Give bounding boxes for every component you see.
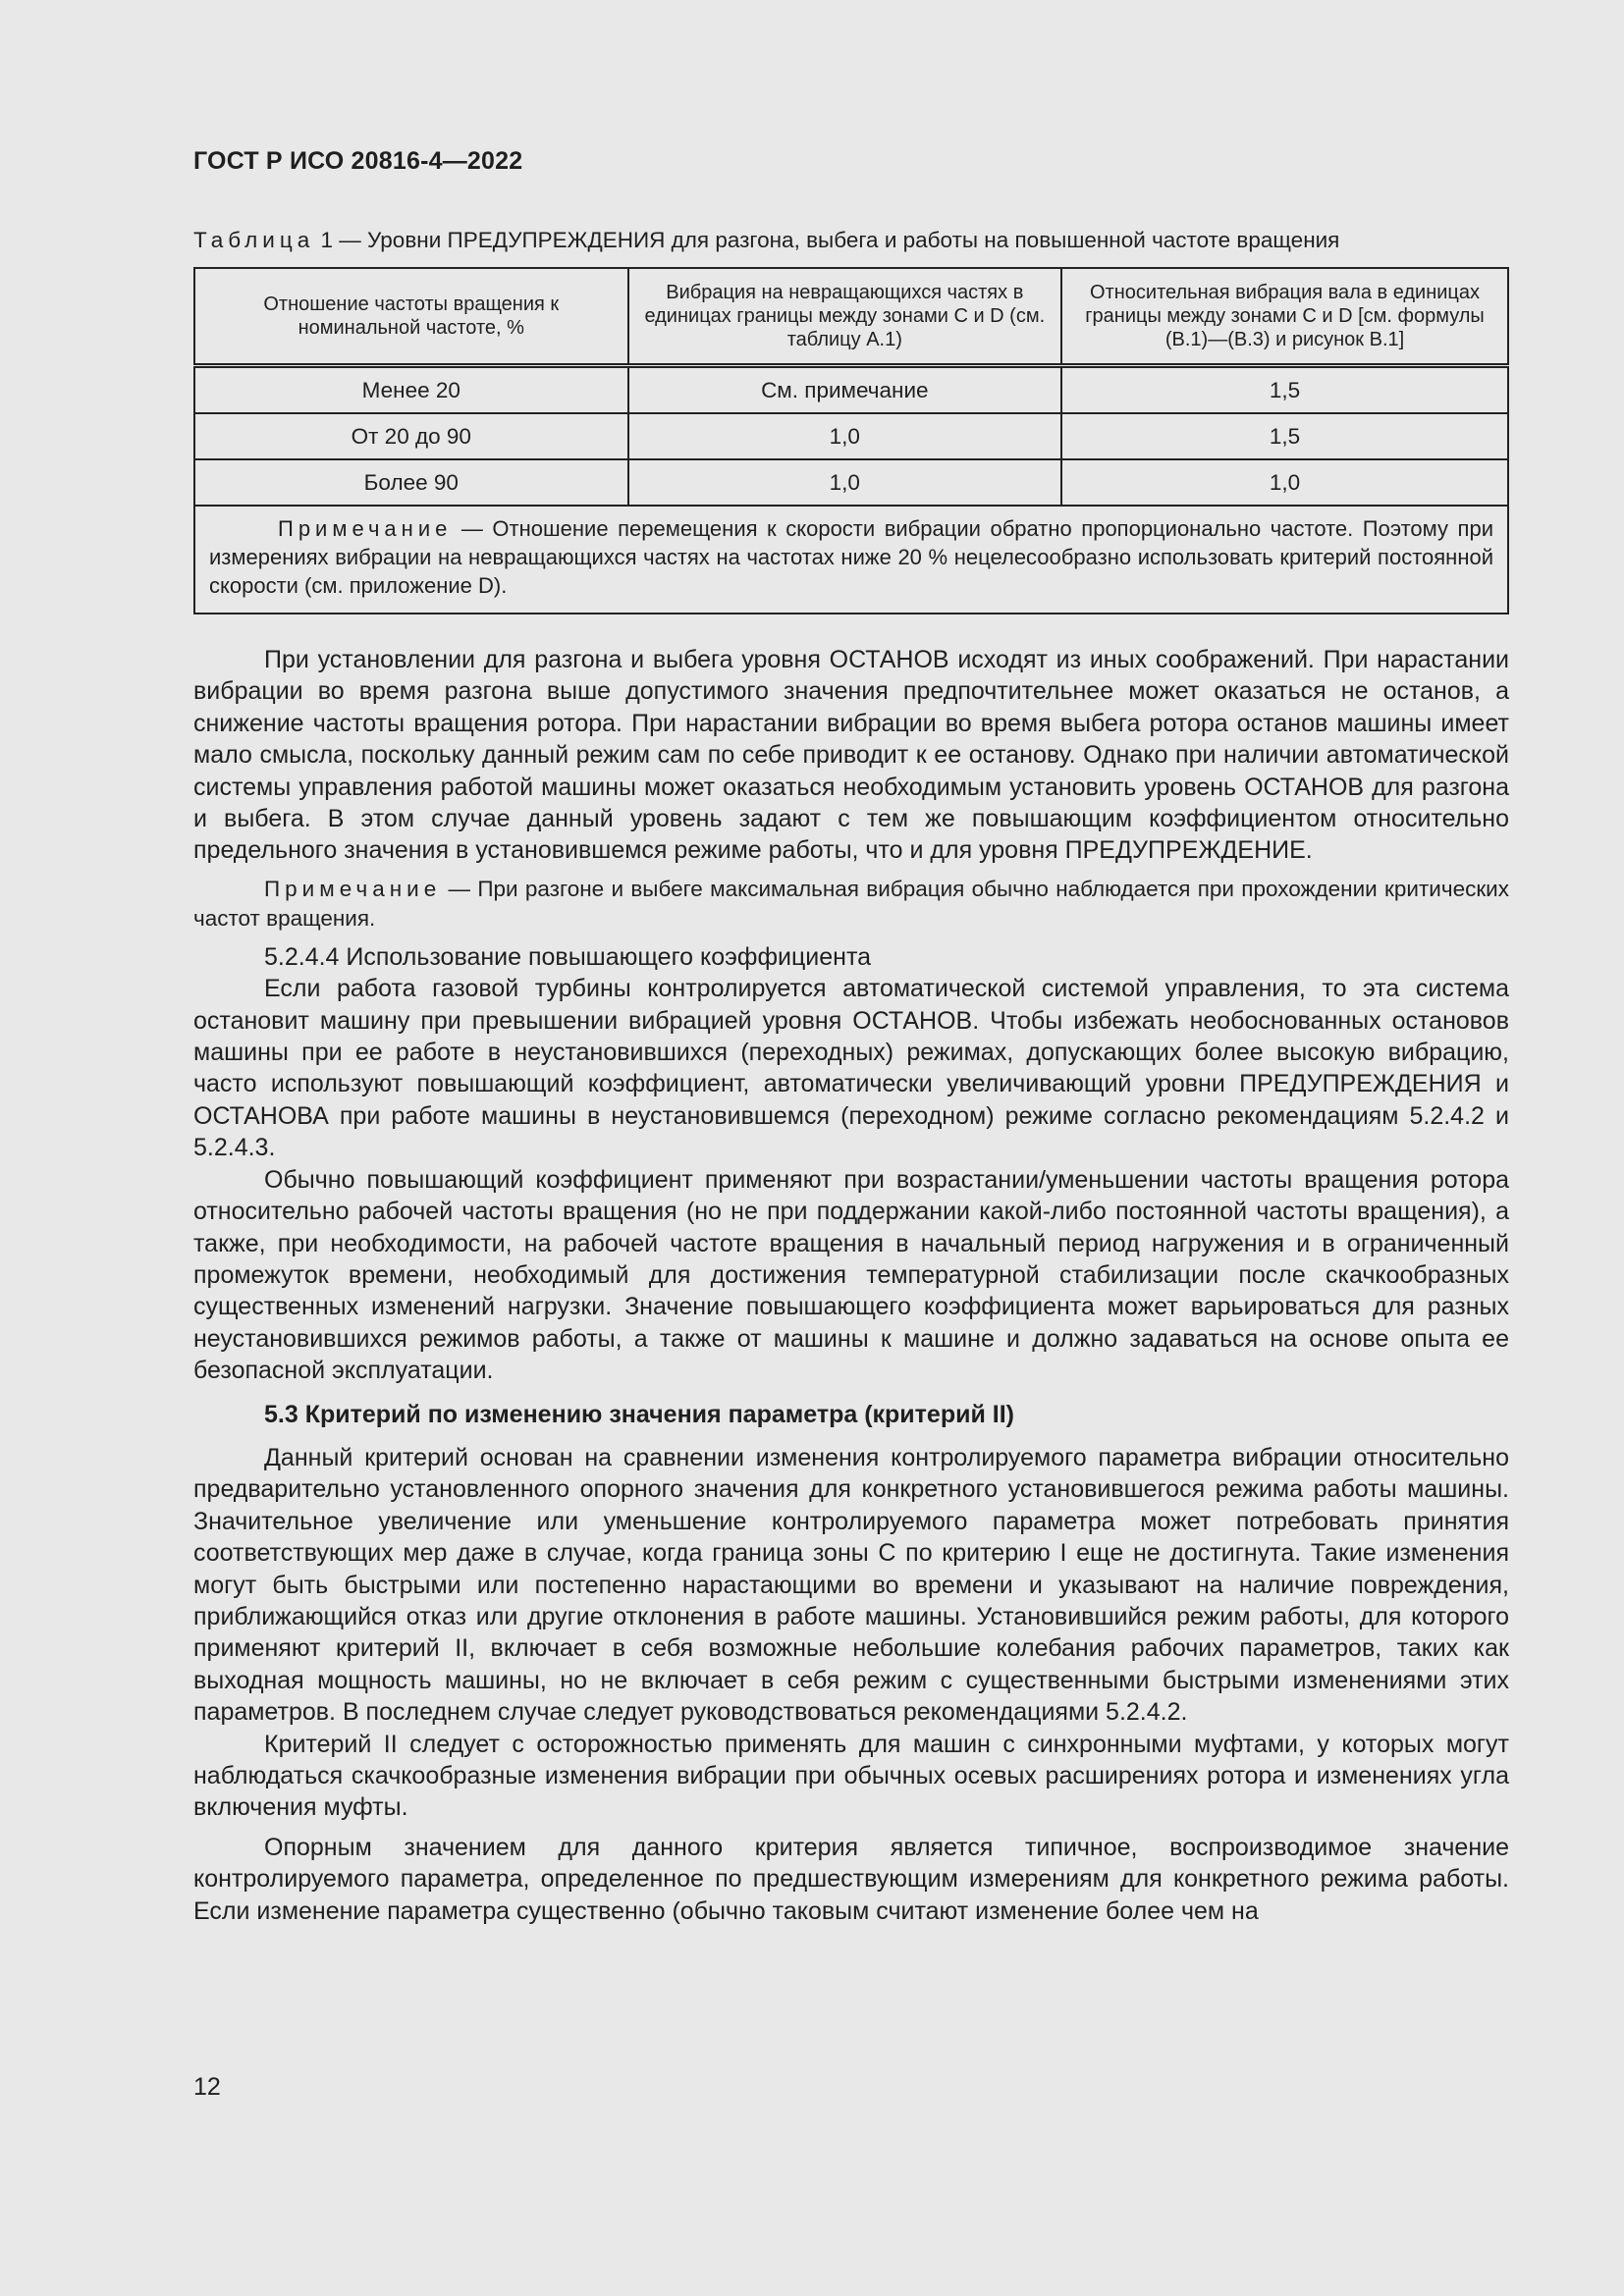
subsection-heading: 5.2.4.4 Использование повышающего коэффициента <box>264 942 872 971</box>
table-note <box>194 506 1508 614</box>
table-header-cell: Вибрация на невращающихся частях в единицах границы между зонами C и D (см. таблицу А.1) <box>628 268 1062 366</box>
paragraph: Опорным значением для данного критерия является типичное, воспроизводимое значение контролируемого параметра, определенное по предшествующим измерениям для конкретного режима работы. Если изменение параметра существенно (обычно таковым считают изменение более чем на <box>193 1833 1509 1925</box>
table-cell: 1,5 <box>1061 413 1508 459</box>
table-header-cell: Отношение частоты вращения к номинальной частоте, % <box>194 268 628 366</box>
table-cell: 1,0 <box>628 413 1062 459</box>
paragraph: Обычно повышающий коэффициент применяют при возрастании/уменьшении частоты вращения ротора относительно рабочей частоты вращения (но не при поддержании какой-либо постоянной частоты вращения), а также, при необходимости, на рабочей частоте вращения в начальный период нагружения и в ограниченный промежуток времени, необходимый для достижения температурной стабилизации после скачкообразных существенных изменений нагрузки. Значение повышающего коэффициента может варьироваться для разных неустановившихся режимов работы, а также от машины к машине и должно задаваться на основе опыта ее безопасной эксплуатации. <box>193 1165 1509 1385</box>
table-cell: 1,0 <box>1061 459 1508 506</box>
table-cell: Более 90 <box>194 459 628 506</box>
table-row <box>194 413 1508 459</box>
table-row <box>194 366 1508 414</box>
table-header-row <box>194 268 1508 366</box>
table-cell: От 20 до 90 <box>194 413 628 459</box>
table-header-cell: Относительная вибрация вала в единицах границы между зонами C и D [см. формулы (B.1)—(B.3) и рисунок B.1] <box>1061 268 1508 366</box>
table-cell: Менее 20 <box>194 366 628 414</box>
document-header: ГОСТ Р ИСО 20816-4—2022 <box>193 147 523 175</box>
page-number: 12 <box>193 2073 221 2101</box>
table-caption-text: 1 — Уровни ПРЕДУПРЕЖДЕНИЯ для разгона, выбега и работы на повышенной частоте вращения <box>320 228 1340 252</box>
paragraph: Если работа газовой турбины контролируется автоматической системой управления, то эта система остановит машину при превышении вибрацией уровня ОСТАНОВ. Чтобы избежать необоснованных остановов машины при ее работе в неустановившихся (переходных) режимах, допускающих более высокую вибрацию, часто используют повышающий коэффициент, автоматически увеличивающий уровни ПРЕДУПРЕЖДЕНИЯ и ОСТАНОВА при работе машины в неустановившемся (переходном) режиме согласно рекомендациям 5.2.4.2 и 5.2.4.3. <box>193 975 1509 1162</box>
note-label: Примечание <box>264 876 442 901</box>
section-heading: 5.3 Критерий по изменению значения параметра (критерий II) <box>264 1400 1014 1428</box>
paragraph: Критерий II следует с осторожностью применять для машин с синхронными муфтами, у которых могут наблюдаться скачкообразные изменения вибрации при обычных осевых расширениях ротора и изменениях угла включения муфты. <box>193 1730 1509 1822</box>
table-cell: 1,0 <box>628 459 1062 506</box>
body-text <box>193 644 1509 1927</box>
table-row <box>194 459 1508 506</box>
paragraph: При установлении для разгона и выбега уровня ОСТАНОВ исходят из иных соображений. При нарастании вибрации во время разгона выше допустимого значения предпочтительнее может оказаться не останов, а снижение частоты вращения ротора. При нарастании вибрации во время выбега ротора останов машины имеет мало смысла, поскольку данный режим сам по себе приводит к ее останову. Однако при наличии автоматической системы управления работой машины может оказаться необходимым установить уровень ОСТАНОВ для разгона и выбега. В этом случае данный уровень задают с тем же повышающим коэффициентом относительно предельного значения в установившемся режиме работы, что и для уровня ПРЕДУПРЕЖДЕНИЕ. <box>193 646 1509 865</box>
table-note-text: — Отношение перемещения к скорости вибрации обратно пропорционально частоте. Поэтому при измерениях вибрации на невращающихся частях на частотах ниже 20 % нецелесообразно использовать критерий постоянной скорости (см. приложение D). <box>209 516 1493 598</box>
table-caption-label: Таблица <box>193 228 315 252</box>
table-note-row <box>194 506 1508 614</box>
table-cell: См. примечание <box>628 366 1062 414</box>
warning-levels-table <box>193 267 1509 614</box>
note-paragraph <box>193 875 1509 934</box>
paragraph: Данный критерий основан на сравнении изменения контролируемого параметра вибрации относительно предварительно установленного опорного значения для конкретного установившегося режима работы машины. Значительное увеличение или уменьшение контролируемого параметра может потребовать принятия соответствующих мер даже в случае, когда граница зоны С по критерию I еще не достигнута. Такие изменения могут быть быстрыми или постепенно нарастающими во времени и указывают на наличие повреждения, приближающийся отказ или другие отклонения в работе машины. Установившийся режим работы, для которого применяют критерий II, включает в себя возможные небольшие колебания рабочих параметров, таких как выходная мощность машины, но не включает в себя режим с существенными быстрыми изменениями этих параметров. В последнем случае следует руководствоваться рекомендациями 5.2.4.2. <box>193 1443 1509 1727</box>
note-text: — При разгоне и выбеге максимальная вибрация обычно наблюдается при прохождении критических частот вращения. <box>193 876 1509 931</box>
table-caption <box>193 228 1509 253</box>
table-note-label: Примечание <box>278 516 453 541</box>
table-cell: 1,5 <box>1061 366 1508 414</box>
